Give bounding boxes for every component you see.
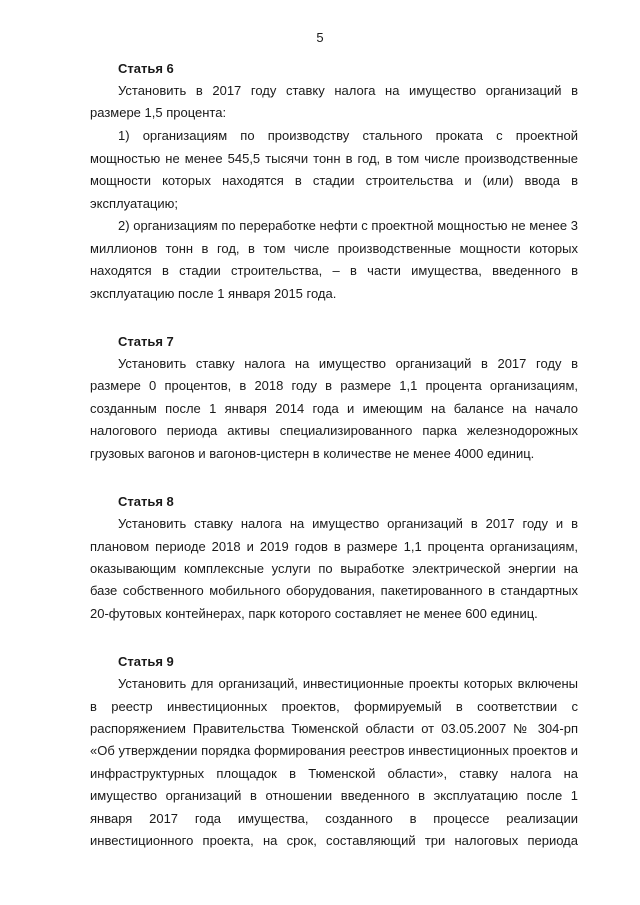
article-9-paragraph-1: Установить для организаций, инвестиционные проекты которых включены в реестр инвестиционных проектов, формируемый в соответствии с распоряжением Правительства Тюменской области от 03.05.2007 № 304-рп «Об утверждении порядка формирования реестров инвестиционных проектов и инфраструктурных площадок в Тюменской области», ставку налога на имущество организаций в отношении введенного в эксплуатацию после 1 января 2017 года имущества, созданного в процессе реализации инвестиционного проекта, на срок, составляющий три налоговых периода xyxy=(90,676,578,848)
article-9 xyxy=(90,651,578,852)
article-7 xyxy=(90,331,578,465)
article-6-paragraph-1: Установить в 2017 году ставку налога на имущество организаций в размере 1,5 процента: xyxy=(90,83,578,121)
article-7-paragraph-1: Установить ставку налога на имущество организаций в 2017 году в размере 0 процентов, в 2018 году в размере 1,1 процента организациям, созданным после 1 января 2014 года и имеющим на балансе на начало налогового периода активы специализированного парка железнодорожных грузовых вагонов и вагонов-цистерн в количестве не менее 4000 единиц. xyxy=(90,356,578,461)
document-body xyxy=(90,58,578,853)
page-number: 5 xyxy=(316,30,324,45)
article-7-title: Статья 7 xyxy=(118,334,174,350)
article-6-paragraph-3: 2) организациям по переработке нефти с проектной мощностью не менее 3 миллионов тонн в год, в том числе производственные мощности которых находятся в стадии строительства, – в части имущества, введенного в эксплуатацию после 1 января 2015 года. xyxy=(90,218,578,301)
article-8 xyxy=(90,491,578,625)
article-6 xyxy=(90,58,578,305)
article-6-paragraph-2: 1) организациям по производству стального проката с проектной мощностью не менее 545,5 тысячи тонн в год, в том числе производственные мощности которых находятся в стадии строительства и (или) ввода в эксплуатацию; xyxy=(90,128,578,211)
article-8-paragraph-1: Установить ставку налога на имущество организаций в 2017 году и в плановом периоде 2018 и 2019 годов в размере 1,1 процента организациям, оказывающим комплексные услуги по выработке электрической энергии на базе собственного мобильного оборудования, пакетированного в стандартных 20-футовых контейнерах, парк которого составляет не менее 600 единиц. xyxy=(90,516,578,621)
article-9-title: Статья 9 xyxy=(118,654,174,670)
article-6-title: Статья 6 xyxy=(118,61,174,76)
article-8-title: Статья 8 xyxy=(118,494,174,510)
